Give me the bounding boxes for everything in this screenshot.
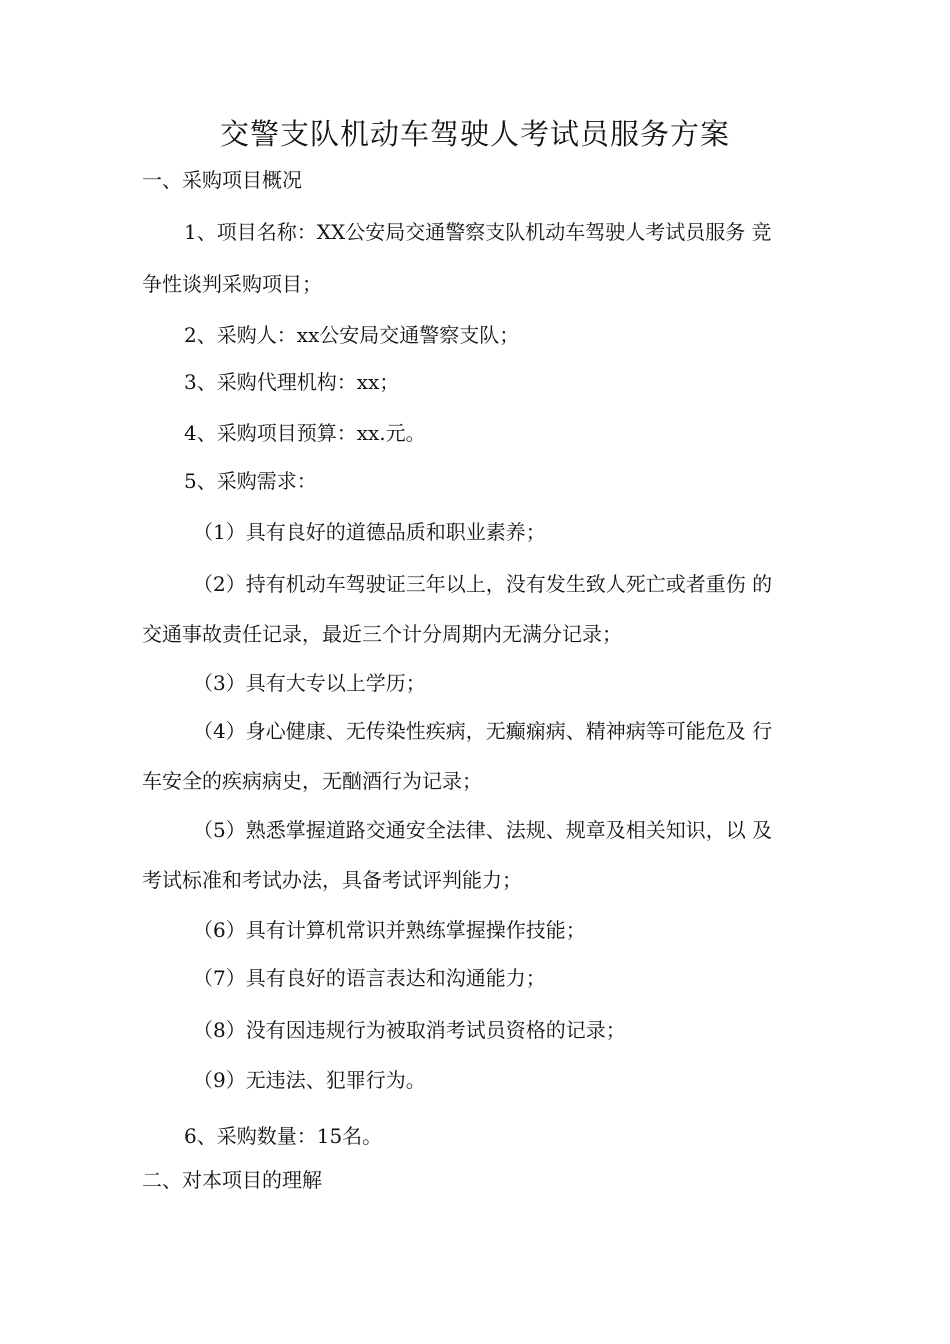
requirement-8: （8）没有因违规行为被取消考试员资格的记录； <box>193 1018 626 1042</box>
item-budget: 4、采购项目预算：xx.元。 <box>184 421 426 445</box>
requirement-4-line2: 车安全的疾病病史，无酗酒行为记录； <box>142 769 482 793</box>
requirement-2-line2: 交通事故责任记录，最近三个计分周期内无满分记录； <box>142 622 622 646</box>
item-requirements: 5、采购需求： <box>184 469 317 493</box>
requirement-6: （6）具有计算机常识并熟练掌握操作技能； <box>193 918 586 942</box>
requirement-5-line2: 考试标准和考试办法，具备考试评判能力； <box>142 868 522 892</box>
requirement-5-line1: （5）熟悉掌握道路交通安全法律、法规、规章及相关知识，以 及 <box>193 818 773 842</box>
section-heading-procurement-overview: 一、采购项目概况 <box>142 168 302 192</box>
item-project-name-line2: 争性谈判采购项目； <box>142 272 322 296</box>
item-purchaser: 2、采购人：xx公安局交通警察支队； <box>184 323 520 347</box>
item-agency: 3、采购代理机构：xx； <box>184 370 400 394</box>
item-project-name-line1: 1、项目名称：XX公安局交通警察支队机动车驾驶人考试员服务 竞 <box>184 220 772 244</box>
requirement-3: （3）具有大专以上学历； <box>193 671 426 695</box>
item-quantity: 6、采购数量：15名。 <box>184 1124 383 1148</box>
requirement-7: （7）具有良好的语言表达和沟通能力； <box>193 966 546 990</box>
requirement-9: （9）无违法、犯罪行为。 <box>193 1068 426 1092</box>
requirement-2-line1: （2）持有机动车驾驶证三年以上，没有发生致人死亡或者重伤 的 <box>193 572 773 596</box>
requirement-1: （1）具有良好的道德品质和职业素养； <box>193 520 546 544</box>
document-title: 交警支队机动车驾驶人考试员服务方案 <box>219 117 730 151</box>
requirement-4-line1: （4）身心健康、无传染性疾病，无癫痫病、精神病等可能危及 行 <box>193 719 773 743</box>
section-heading-project-understanding: 二、对本项目的理解 <box>142 1168 322 1192</box>
